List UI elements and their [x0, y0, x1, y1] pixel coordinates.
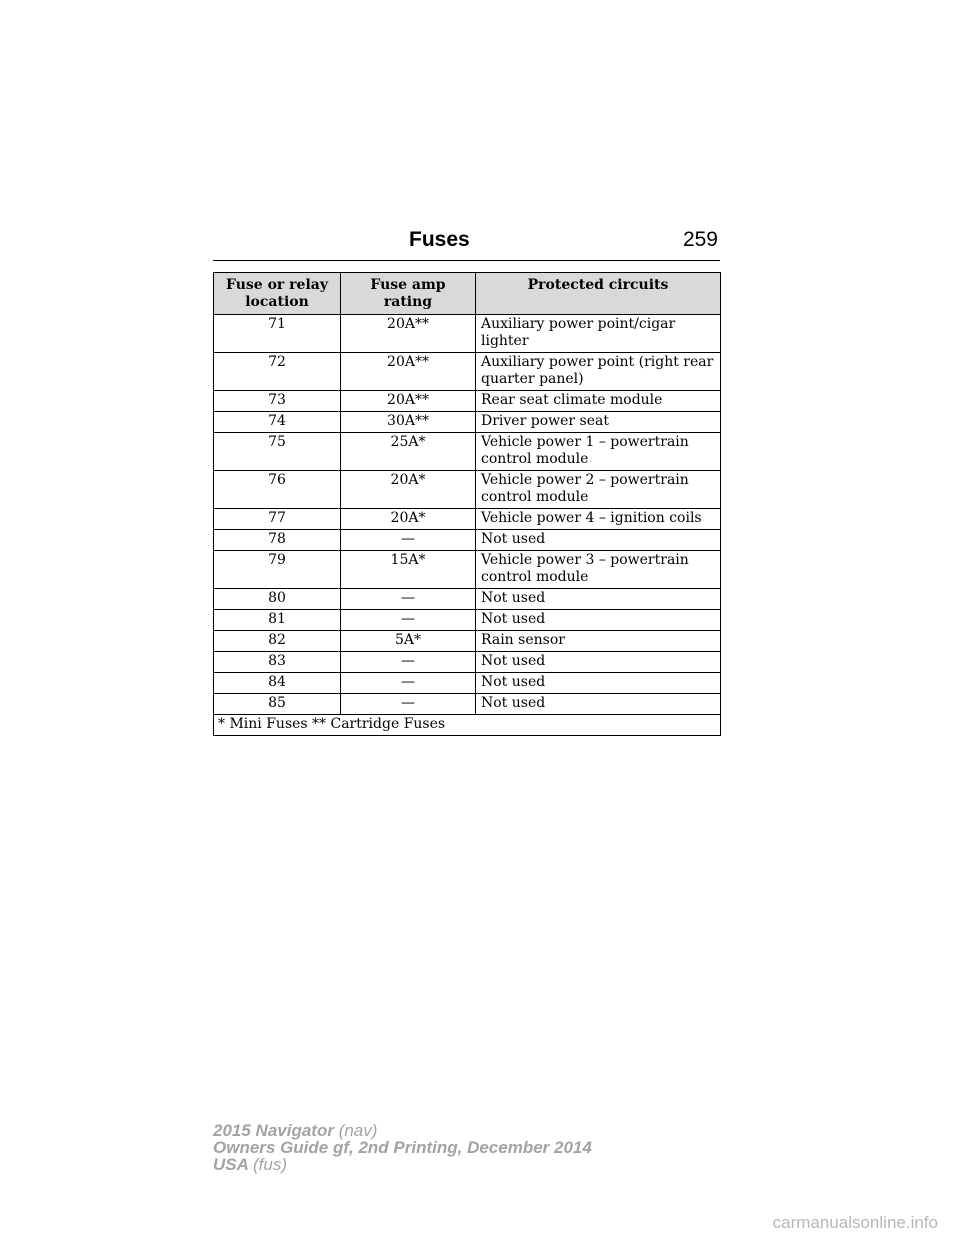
cell-location: 81 — [214, 610, 341, 631]
table-row — [214, 315, 721, 353]
cell-rating: 25A* — [341, 433, 476, 471]
cell-circuit: Rain sensor — [476, 631, 721, 652]
table-footnote: * Mini Fuses ** Cartridge Fuses — [214, 715, 721, 736]
cell-rating: 20A** — [341, 353, 476, 391]
cell-location: 76 — [214, 471, 341, 509]
table-row — [214, 509, 721, 530]
cell-location: 82 — [214, 631, 341, 652]
cell-circuit: Vehicle power 1 – powertrain control module — [476, 433, 721, 471]
cell-circuit: Not used — [476, 673, 721, 694]
cell-circuit: Not used — [476, 589, 721, 610]
column-header-circuits: Protected circuits — [476, 273, 721, 315]
footer-model: 2015 Navigator — [213, 1121, 334, 1140]
cell-rating: 30A** — [341, 412, 476, 433]
table-row — [214, 391, 721, 412]
column-header-location: Fuse or relay location — [214, 273, 341, 315]
cell-location: 77 — [214, 509, 341, 530]
table-row — [214, 589, 721, 610]
table-row — [214, 471, 721, 509]
cell-location: 73 — [214, 391, 341, 412]
table-row — [214, 530, 721, 551]
table-row — [214, 694, 721, 715]
cell-circuit: Vehicle power 4 – ignition coils — [476, 509, 721, 530]
footer-market-code: (fus) — [253, 1155, 287, 1174]
table-row — [214, 673, 721, 694]
cell-location: 85 — [214, 694, 341, 715]
cell-circuit: Vehicle power 3 – powertrain control module — [476, 551, 721, 589]
page-footer — [213, 1122, 592, 1173]
cell-rating: — — [341, 694, 476, 715]
cell-location: 83 — [214, 652, 341, 673]
cell-circuit: Not used — [476, 652, 721, 673]
footer-model-code: (nav) — [338, 1121, 378, 1140]
cell-location: 74 — [214, 412, 341, 433]
table-row — [214, 412, 721, 433]
cell-location: 71 — [214, 315, 341, 353]
page-number: 259 — [682, 228, 718, 251]
cell-rating: 20A* — [341, 509, 476, 530]
cell-rating: — — [341, 652, 476, 673]
cell-location: 79 — [214, 551, 341, 589]
table-row — [214, 551, 721, 589]
table-footnote-row — [214, 715, 721, 736]
cell-rating: — — [341, 673, 476, 694]
watermark: carmanualsonline.info — [772, 1213, 938, 1232]
footer-guide: Owners Guide gf, 2nd Printing, December 2014 — [213, 1138, 592, 1157]
table-row — [214, 631, 721, 652]
page-header — [213, 228, 720, 261]
page-title: Fuses — [409, 228, 470, 251]
cell-location: 84 — [214, 673, 341, 694]
cell-circuit: Not used — [476, 610, 721, 631]
table-row — [214, 610, 721, 631]
table-body — [214, 315, 721, 715]
cell-rating: — — [341, 610, 476, 631]
cell-location: 72 — [214, 353, 341, 391]
cell-rating: — — [341, 530, 476, 551]
cell-rating: 15A* — [341, 551, 476, 589]
table-row — [214, 433, 721, 471]
table-header-row — [214, 273, 721, 315]
cell-rating: 20A* — [341, 471, 476, 509]
footer-model-line — [213, 1122, 592, 1139]
cell-circuit: Vehicle power 2 – powertrain control module — [476, 471, 721, 509]
cell-location: 80 — [214, 589, 341, 610]
cell-circuit: Not used — [476, 530, 721, 551]
cell-circuit: Auxiliary power point/cigar lighter — [476, 315, 721, 353]
cell-circuit: Driver power seat — [476, 412, 721, 433]
cell-rating: — — [341, 589, 476, 610]
cell-circuit: Not used — [476, 694, 721, 715]
footer-market: USA — [213, 1155, 249, 1174]
cell-rating: 5A* — [341, 631, 476, 652]
cell-rating: 20A** — [341, 391, 476, 412]
cell-rating: 20A** — [341, 315, 476, 353]
cell-circuit: Rear seat climate module — [476, 391, 721, 412]
cell-location: 78 — [214, 530, 341, 551]
footer-market-line — [213, 1156, 592, 1173]
table-row — [214, 353, 721, 391]
fuse-table — [213, 272, 721, 736]
column-header-rating: Fuse amp rating — [341, 273, 476, 315]
cell-circuit: Auxiliary power point (right rear quarter panel) — [476, 353, 721, 391]
cell-location: 75 — [214, 433, 341, 471]
table-row — [214, 652, 721, 673]
